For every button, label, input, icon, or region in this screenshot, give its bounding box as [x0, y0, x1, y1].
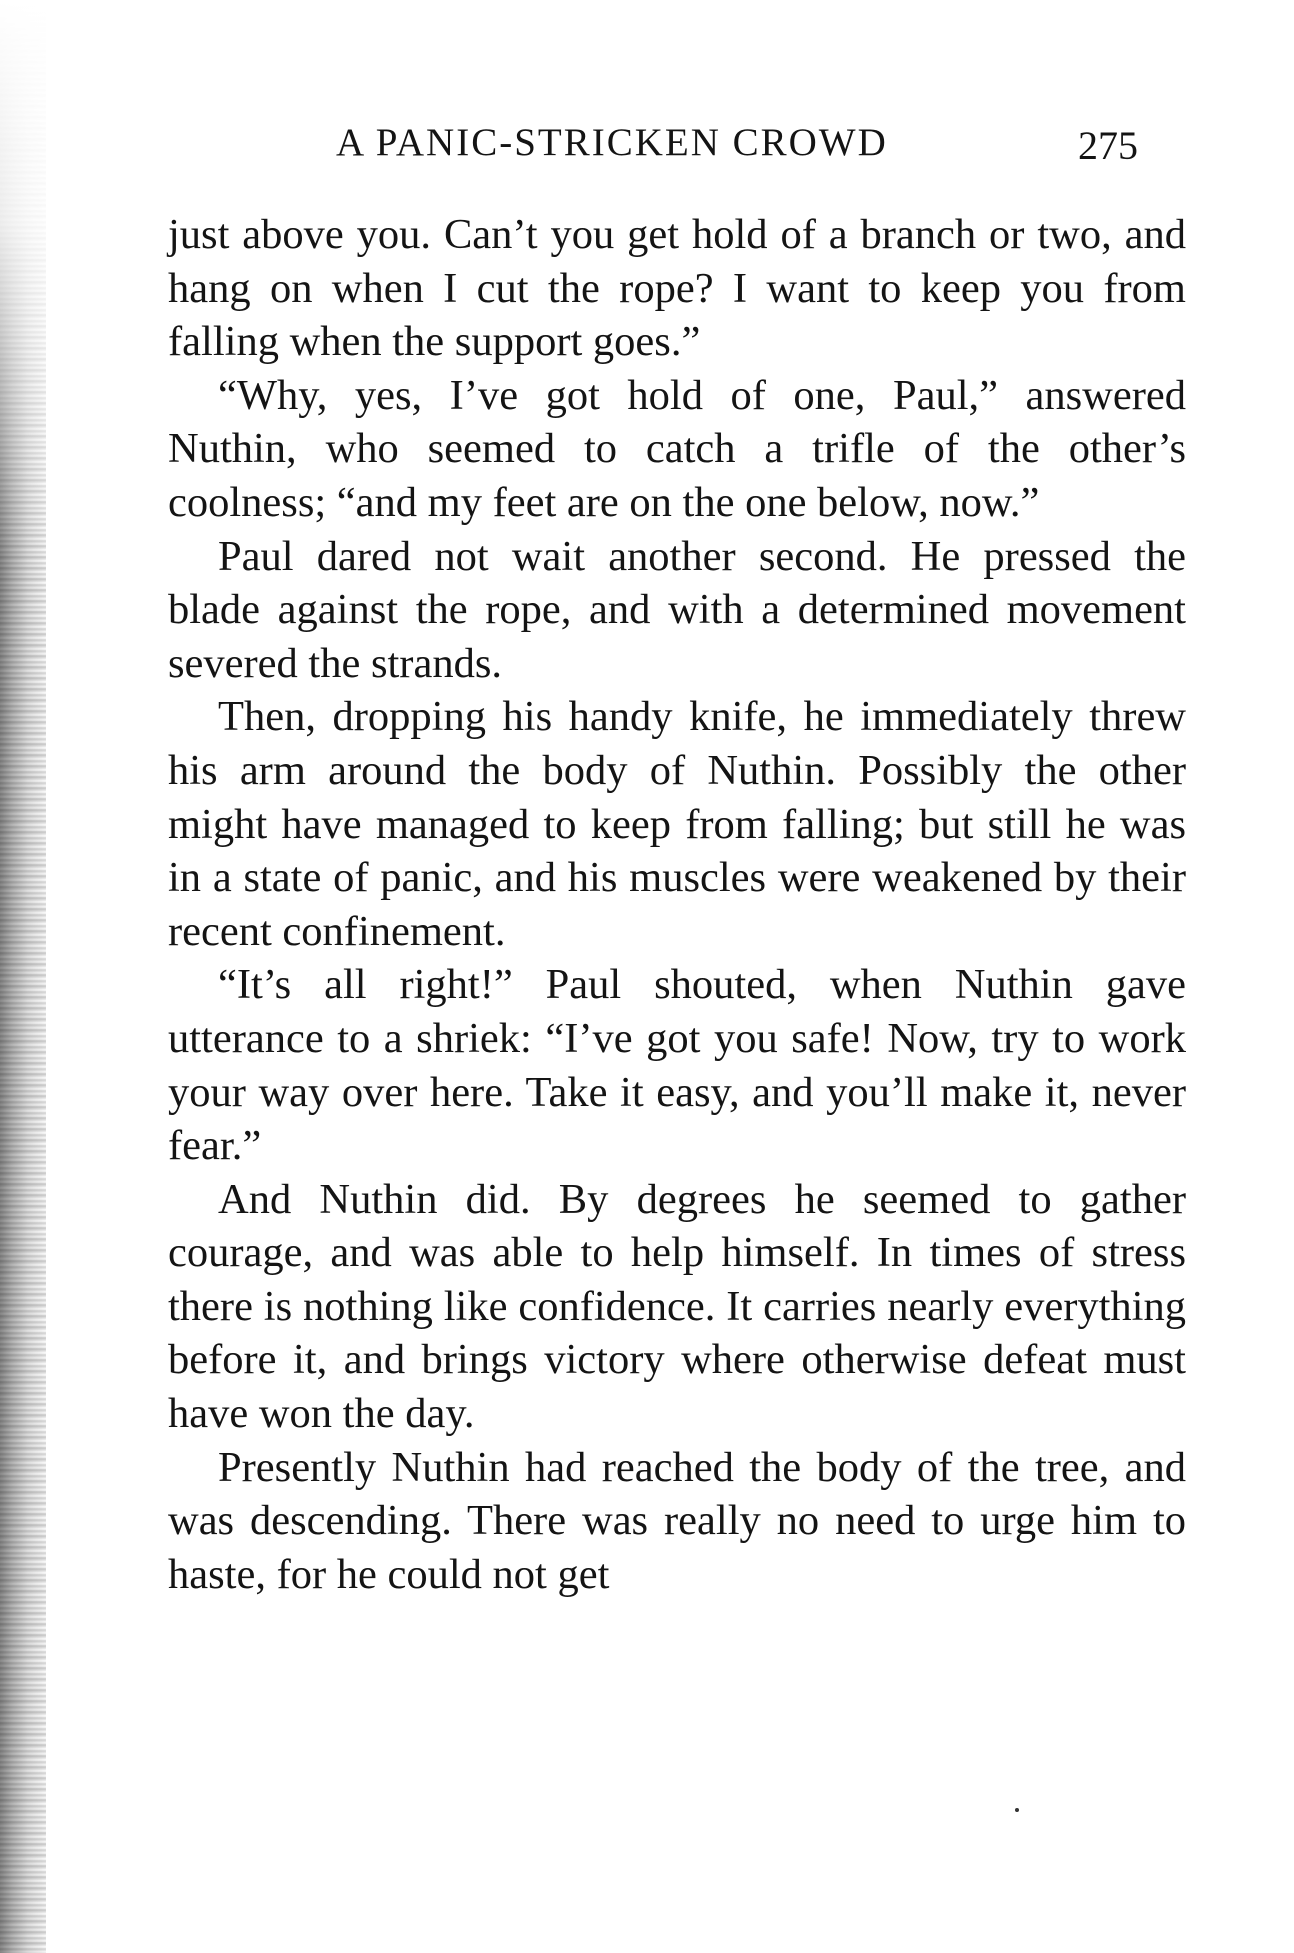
paragraph: Then, dropping his handy knife, he immediately threw his arm around the body of Nuthin. Possibly the other might have managed to keep from falling; but still he was in a state of panic, and his muscles were weakened by their recent confinement.: [168, 693, 1186, 955]
body-text: [168, 208, 1186, 1601]
running-title: A PANIC-STRICKEN CROWD: [336, 121, 888, 164]
running-header: [168, 120, 1188, 180]
ink-speck: [1015, 1808, 1019, 1812]
paragraph: “Why, yes, I’ve got hold of one, Paul,” answered Nuthin, who seemed to catch a trifle of the other’s coolness; “and my feet are on the one below, now.”: [168, 371, 1186, 526]
paragraph: Paul dared not wait another second. He pressed the blade against the rope, and with a determined movement severed the strands.: [168, 532, 1186, 687]
paragraph: “It’s all right!” Paul shouted, when Nuthin gave utterance to a shriek: “I’ve got you safe! Now, try to work your way over here. Take it easy, and you’ll make it, never fear.”: [168, 961, 1186, 1170]
paragraph: And Nuthin did. By degrees he seemed to gather courage, and was able to help himself. In times of stress there is nothing like confidence. It carries nearly everything before it, and brings victory where otherwise defeat must have won the day.: [168, 1175, 1186, 1438]
paragraph: Presently Nuthin had reached the body of the tree, and was descending. There was really no need to urge him to haste, for he could not get: [168, 1443, 1186, 1598]
paragraph: just above you. Can’t you get hold of a branch or two, and hang on when I cut the rope? I want to keep you from falling when the support goes.”: [168, 211, 1186, 366]
page-number: 275: [1078, 123, 1138, 168]
page-gutter-fade: [0, 0, 46, 560]
